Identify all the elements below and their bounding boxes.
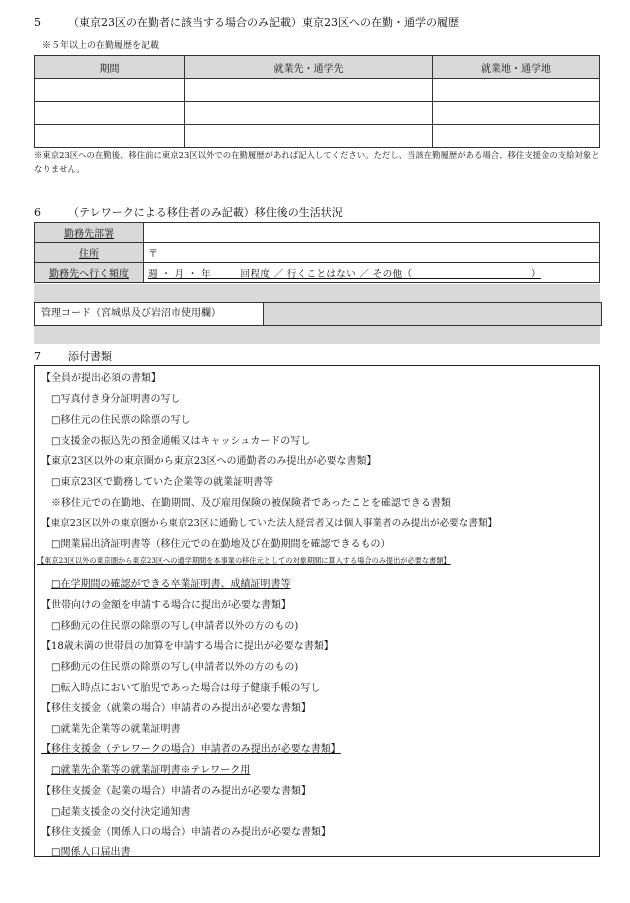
life-label-address: 住所: [35, 243, 144, 263]
history-cell-workplace[interactable]: [185, 125, 433, 148]
history-col-workplace: 就業先・通学先: [185, 56, 433, 79]
doc-group-employment: 【移住支援金（就業の場合）申請者のみ提出が必要な書類】: [41, 703, 311, 714]
section6-spacer: [34, 284, 600, 302]
life-value-frequency[interactable]: [144, 263, 600, 283]
section6-title: （テレワークによる移住者のみ記載）移住後の生活状況: [68, 206, 343, 219]
doc-group-household: 【世帯向けの金額を申請する場合に提出が必要な書類】: [41, 600, 291, 611]
history-cell-workplace[interactable]: [185, 102, 433, 125]
section7-header: [34, 348, 112, 364]
history-cell-period[interactable]: [35, 79, 185, 102]
history-cell-period[interactable]: [35, 102, 185, 125]
doc-item-business-cert[interactable]: □開業届出済証明書等（移住元での在勤地及び在勤期間を確認できるもの）: [51, 539, 391, 550]
frequency-options: 週 ・ 月 ・ 年 回程度 ／ 行くことはない ／ その他（ ）: [148, 268, 541, 280]
doc-item-under18-removal[interactable]: □移動元の住民票の除票の写し(申請者以外の方のもの): [51, 662, 299, 673]
attachments-box: [34, 365, 600, 857]
table-row: [35, 102, 600, 125]
doc-item-household-removal[interactable]: □移動元の住民票の除票の写し(申請者以外の方のもの): [51, 621, 299, 632]
table-row: [35, 79, 600, 102]
doc-item-photo-id[interactable]: □写真付き身分証明書の写し: [51, 394, 181, 405]
life-value-address[interactable]: 〒: [144, 243, 600, 263]
section6-header: [34, 204, 343, 220]
doc-item-startup-notice[interactable]: □起業支援金の交付決定通知書: [51, 807, 191, 818]
section5-header: [34, 14, 459, 30]
management-code-label: 管理コード（宮城県及び岩沼市使用欄）: [35, 303, 264, 325]
section5-title: （東京23区の在勤者に該当する場合のみ記載）東京23区への在勤・通学の履歴: [68, 16, 459, 29]
doc-group-all: 【全員が提出必須の書類】: [41, 373, 161, 384]
history-col-location: 就業地・通学地: [433, 56, 600, 79]
doc-group-telework: 【移住支援金（テレワークの場合）申請者のみ提出が必要な書類】: [41, 744, 341, 755]
doc-group-business-owner: 【東京23区以外の東京圏から東京23区に通勤していた法人経営者又は個人事業者のみ提出が必要な書類】: [41, 518, 498, 529]
doc-group-under18: 【18歳未満の世帯員の加算を申請する場合に提出が必要な書類】: [41, 641, 334, 652]
doc-item-work-cert[interactable]: □就業先企業等の就業証明書: [51, 724, 181, 735]
table-row: [35, 263, 600, 283]
doc-group-student: 【東京23区以外の東京圏から東京23区への通学期間を本事業の移住元としての対象期間に算入する場合のみ提出が必要な書類】: [37, 556, 451, 565]
section5-number: 5: [34, 16, 41, 29]
doc-item-employment-cert[interactable]: □東京23区で勤務していた企業等の就業証明書等: [51, 477, 274, 488]
history-cell-location[interactable]: [433, 79, 600, 102]
doc-note-employment: ※移住元での在勤地、在勤期間、及び雇用保険の被保険者であったことを確認できる書類: [51, 498, 451, 509]
doc-group-related-population: 【移住支援金（関係人口の場合）申請者のみ提出が必要な書類】: [41, 827, 331, 838]
doc-item-related-population[interactable]: □関係人口届出書: [51, 847, 131, 858]
management-code-value[interactable]: [264, 303, 601, 325]
section5-footnote: ※東京23区への在勤後、移住前に東京23区以外での在勤履歴があれば記入してください。ただし、当該在勤履歴がある場合、移住支援金の支給対象となりません。: [34, 150, 600, 174]
history-table: [34, 55, 600, 148]
life-status-table: [34, 222, 600, 283]
section6-number: 6: [34, 206, 41, 219]
doc-item-graduation-cert[interactable]: □在学期間の確認ができる卒業証明書、成績証明書等: [51, 579, 291, 590]
life-value-department[interactable]: [144, 223, 600, 243]
management-spacer: [34, 326, 600, 344]
doc-item-bankbook[interactable]: □支援金の振込先の預金通帳又はキャッシュカードの写し: [51, 436, 311, 447]
history-cell-period[interactable]: [35, 125, 185, 148]
management-code-row: [34, 302, 602, 326]
history-cell-workplace[interactable]: [185, 79, 433, 102]
history-cell-location[interactable]: [433, 102, 600, 125]
doc-item-resident-removal[interactable]: □移住元の住民票の除票の写し: [51, 415, 191, 426]
table-row: [35, 243, 600, 263]
table-row: [35, 223, 600, 243]
table-row: [35, 125, 600, 148]
life-label-frequency: 勤務先へ行く頻度: [35, 263, 144, 283]
section7-title: 添付書類: [68, 350, 112, 363]
section5-note: ※５年以上の在勤履歴を記載: [42, 41, 160, 51]
doc-group-startup: 【移住支援金（起業の場合）申請者のみ提出が必要な書類】: [41, 786, 311, 797]
history-col-period: 期間: [35, 56, 185, 79]
doc-group-commuter: 【東京23区以外の東京圏から東京23区への通勤者のみ提出が必要な書類】: [41, 456, 377, 467]
life-label-department: 勤務先部署: [35, 223, 144, 243]
doc-item-telework-cert[interactable]: □就業先企業等の就業証明書※テレワーク用: [51, 765, 251, 776]
history-cell-location[interactable]: [433, 125, 600, 148]
doc-item-maternal-handbook[interactable]: □転入時点において胎児であった場合は母子健康手帳の写し: [51, 683, 321, 694]
section7-number: 7: [34, 350, 41, 363]
